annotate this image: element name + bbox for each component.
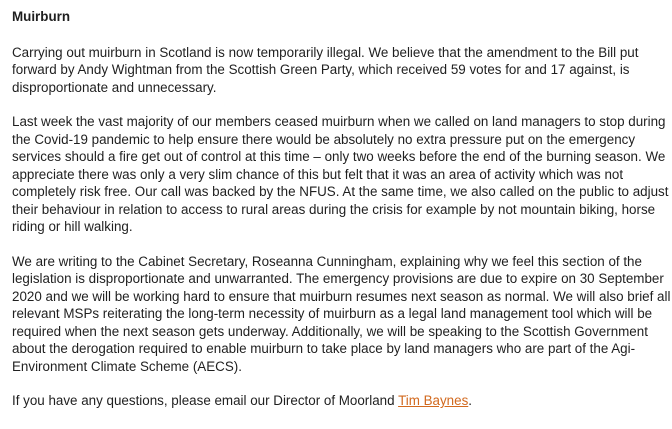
paragraph-1 [12,44,660,97]
paragraph-line: appreciate there was only a very slim chance of this but felt that it was an area of activity which was not [12,166,624,182]
paragraph-line: Environment Climate Scheme (AECS). [12,358,242,374]
paragraph-line: completely risk free. Our call was backed by the NFUS. At the same time, we also called on the public to adjust [12,184,669,199]
director-email-link[interactable]: Tim Baynes [398,393,469,408]
paragraph-line: services should a fire get out of control at this time – only two weeks before the end of the burning season. We [12,149,666,164]
paragraph-line: riding or hill walking. [12,219,133,234]
paragraph-line: legislation is disproportionate and unwarranted. The emergency provisions are due to expire on 30 September [12,271,664,286]
paragraph-line: forward by Andy Wightman from the Scottish Green Party, which received 59 votes for and 17 against, is [12,62,630,77]
paragraph-line: We are writing to the Cabinet Secretary, Roseanna Cunningham, explaining why we feel this section of the [12,253,642,269]
paragraph-3 [12,253,671,376]
paragraph-line: required when the next season gets underway. Additionally, we will be speaking to the Scottish Government [12,323,648,339]
paragraph-2 [12,113,669,236]
paragraph-line: Carrying out muirburn in Scotland is now temporarily illegal. We believe that the amendment to the Bill put [12,44,639,60]
contact-text: If you have any questions, please email our Director of Moorland [12,393,399,408]
paragraph-line: 2020 and we will be working hard to ensure that muirburn resumes next season as normal. We will also brief all [12,288,671,304]
paragraph-line: relevant MSPs reiterating the long-term necessity of muirburn as a legal land management tool which will be [12,306,653,321]
paragraph-line: Last week the vast majority of our members ceased muirburn when we called on land managers to stop during [12,114,666,129]
document-title: Muirburn [12,9,71,24]
paragraph-line: their behaviour in relation to access to rural areas during the crisis for example by not mountain biking, horse [12,201,656,217]
paragraph-line: about the derogation required to enable muirburn to take place by land managers who are part of the Agi- [12,341,636,356]
paragraph-line: the Covid-19 pandemic to help ensure there would be absolutely no extra pressure put on the emergency [12,131,636,147]
paragraph-line: disproportionate and unnecessary. [12,79,217,95]
contact-paragraph [12,392,660,410]
contact-text-end: . [468,393,472,408]
